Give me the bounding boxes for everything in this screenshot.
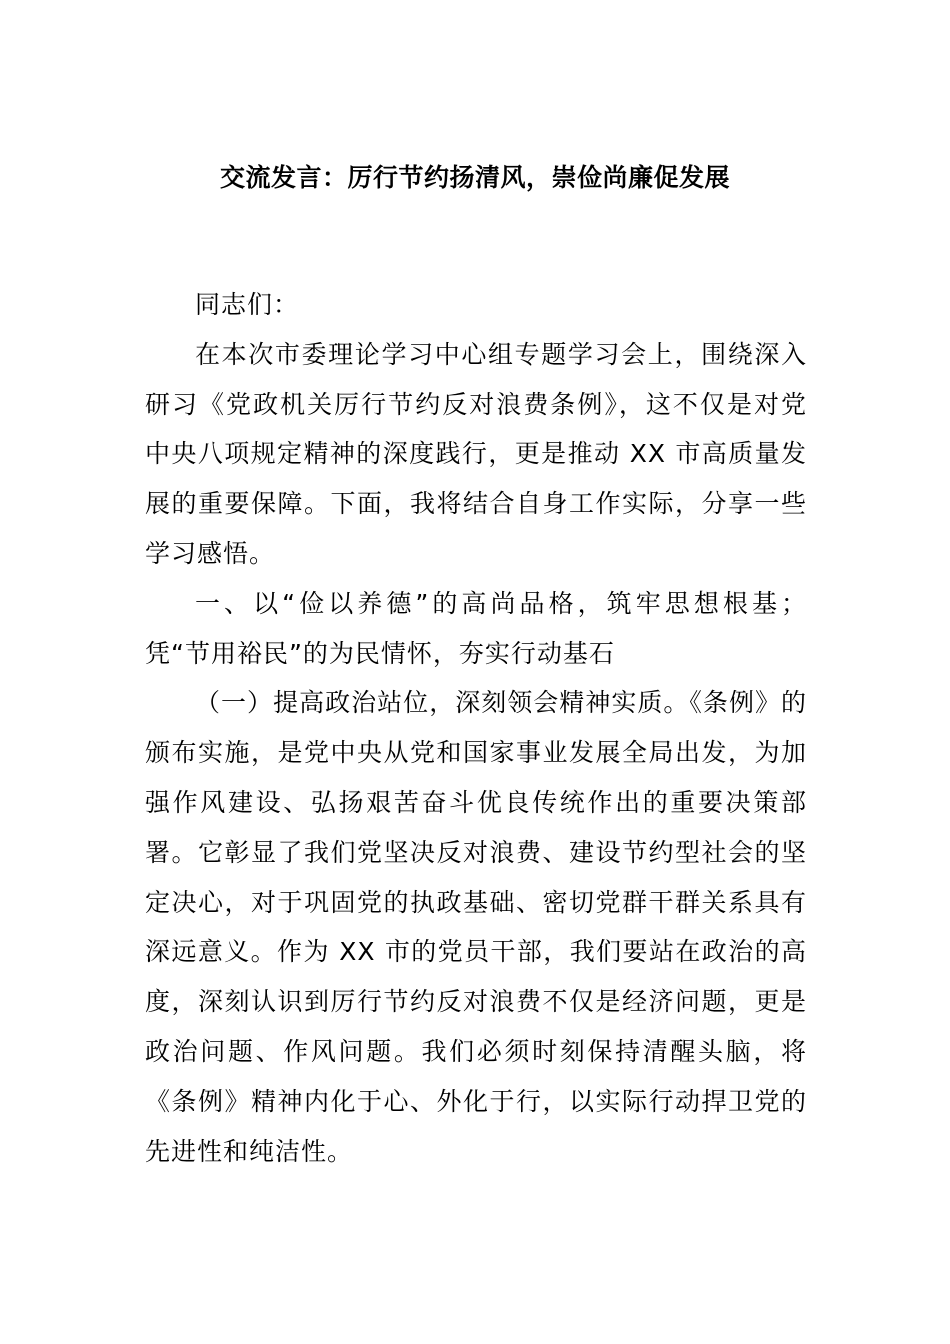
intro-paragraph: 在本次市委理论学习中心组专题学习会上，围绕深入研习《党政机关厉行节约反对浪费条例》，这不仅是对党中央八项规定精神的深度践行，更是推动 XX 市高质量发展的重要保障。下面，我将结合自身工作实际，分享一些学习感悟。 — [145, 339, 807, 568]
document-title: 交流发言：厉行节约扬清风，崇俭尚廉促发展 — [219, 163, 730, 192]
subsection-paragraph-1: （一）提高政治站位，深刻领会精神实质。《条例》的颁布实施，是党中央从党和国家事业发展全局出发，为加强作风建设、弘扬艰苦奋斗优良传统作出的重要决策部署。它彰显了我们党坚决反对浪费、建设节约型社会的坚定决心，对于巩固党的执政基础、密切党群干群关系具有深远意义。作为 XX 市的党员干部，我们要站在政治的高度，深刻认识到厉行节约反对浪费不仅是经济问题，更是政治问题、作风问题。我们必须时刻保持清醒头脑，将《条例》精神内化于心、外化于行，以实际行动捍卫党的先进性和纯洁性。 — [145, 688, 807, 1166]
greeting-paragraph: 同志们： — [195, 290, 300, 319]
section-heading-1: 一、以“俭以养德”的高尚品格，筑牢思想根基；凭“节用裕民”的为民情怀，夯实行动基石 — [145, 588, 807, 668]
document-body — [145, 280, 807, 1176]
